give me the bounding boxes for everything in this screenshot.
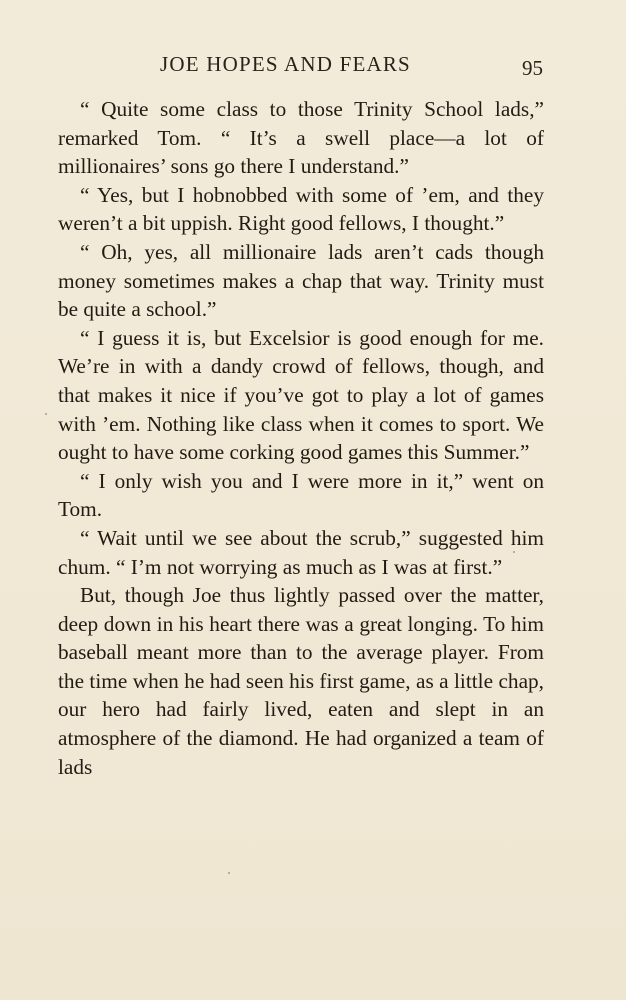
paper-speck (513, 551, 515, 553)
paragraph: “ Wait until we see about the scrub,” suggested him chum. “ I’m not worrying as much as I was at first.” (58, 525, 544, 579)
paragraph: But, though Joe thus lightly passed over the matter, deep down in his heart there was a great longing. To him baseball meant more than to the average player. From the time when he had seen his first game, as a little chap, our hero had fairly lived, eaten and slept in an atmosphere of the diamond. He had organized a team of lads (58, 583, 544, 779)
running-head: JOE HOPES AND FEARS (160, 52, 411, 76)
paragraph: “ Oh, yes, all millionaire lads aren’t cads though money sometimes makes a chap that way. Trinity must be quite a school.” (58, 239, 544, 322)
paragraph: “ I only wish you and I were more in it,” went on Tom. (58, 468, 544, 522)
paper-speck (45, 413, 47, 415)
body-text (58, 95, 544, 781)
paper-speck (228, 872, 230, 874)
paragraph: “ Yes, but I hobnobbed with some of ’em, and they weren’t a bit uppish. Right good fellows, I thought.” (58, 182, 544, 236)
paragraph: “ I guess it is, but Excelsior is good enough for me. We’re in with a dandy crowd of fellows, though, and that makes it nice if you’ve got to play a lot of games with ’em. Nothing like class when it comes to sport. We ought to have some corking good games this Summer.” (58, 325, 544, 465)
page-number: 95 (522, 56, 543, 80)
paragraph: “ Quite some class to those Trinity School lads,” remarked Tom. “ It’s a swell place—a lot of millionaires’ sons go there I understand.” (58, 97, 544, 179)
